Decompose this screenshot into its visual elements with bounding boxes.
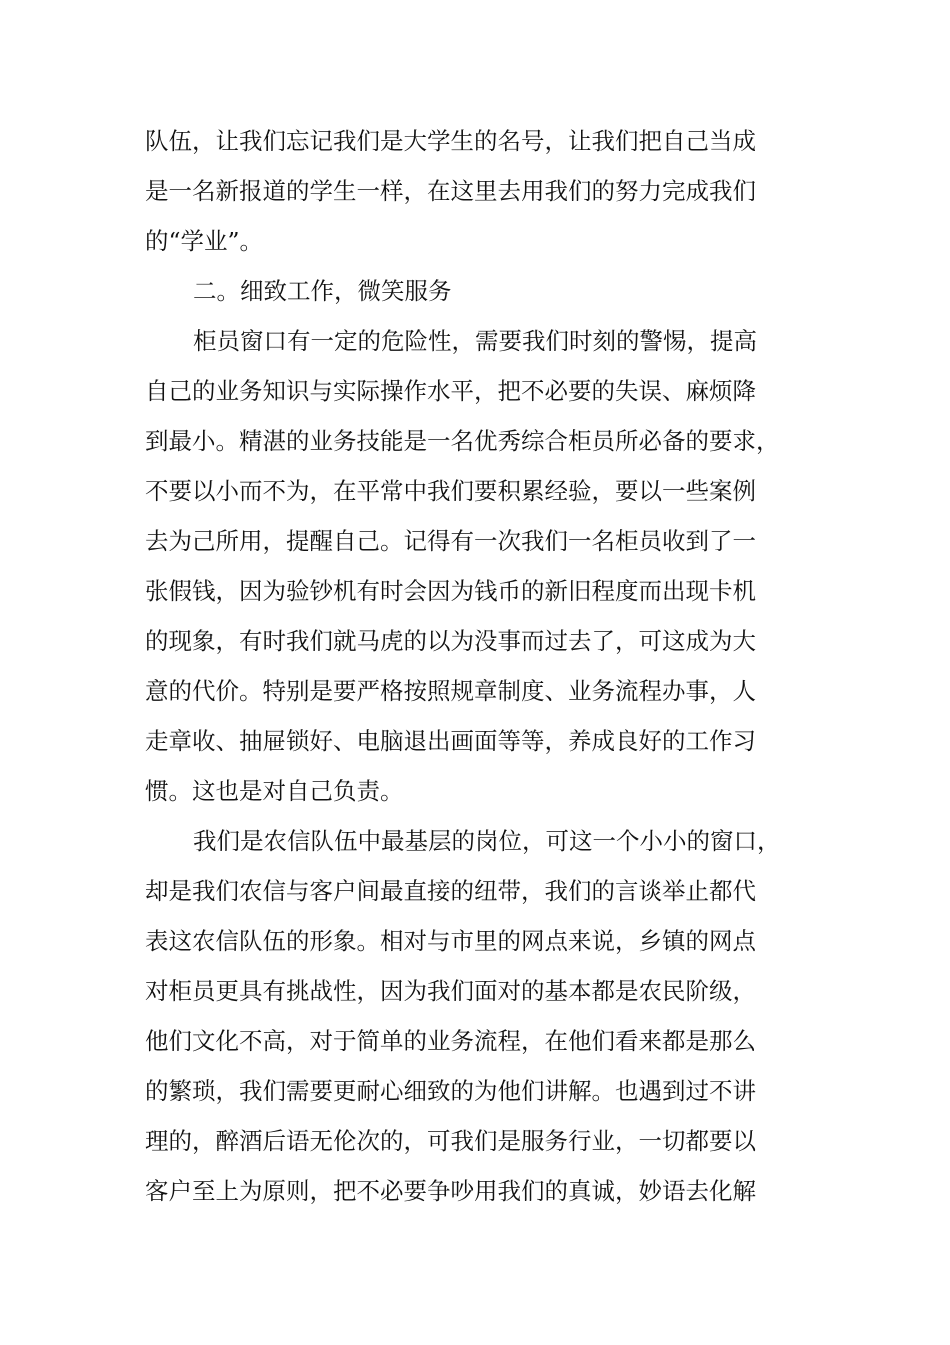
text-line: 的“学业”。	[145, 227, 264, 255]
text-line: 柜员窗口有一定的危险性，需要我们时刻的警惕，提高	[193, 327, 757, 355]
text-line: 张假钱，因为验钞机有时会因为钱币的新旧程度而出现卡机	[145, 577, 756, 605]
text-line: 意的代价。特别是要严格按照规章制度、业务流程办事，人	[145, 677, 756, 705]
text-line: 他们文化不高，对于简单的业务流程，在他们看来都是那么	[145, 1027, 756, 1055]
text-line: 的繁琐，我们需要更耐心细致的为他们讲解。也遇到过不讲	[145, 1077, 756, 1105]
text-line: 惯。这也是对自己负责。	[145, 777, 404, 805]
text-line: 去为己所用，提醒自己。记得有一次我们一名柜员收到了一	[145, 527, 756, 555]
text-line: 对柜员更具有挑战性，因为我们面对的基本都是农民阶级，	[145, 977, 756, 1005]
text-line: 是一名新报道的学生一样，在这里去用我们的努力完成我们	[145, 177, 756, 205]
text-line: 不要以小而不为，在平常中我们要积累经验，要以一些案例	[145, 477, 756, 505]
text-line: 却是我们农信与客户间最直接的纽带，我们的言谈举止都代	[145, 877, 756, 905]
section-heading: 二。细致工作，微笑服务	[193, 277, 452, 305]
body-text	[145, 116, 785, 1216]
text-line: 客户至上为原则，把不必要争吵用我们的真诚，妙语去化解	[145, 1177, 756, 1205]
text-line: 走章收、抽屉锁好、电脑退出画面等等，养成良好的工作习	[145, 727, 756, 755]
text-line: 到最小。精湛的业务技能是一名优秀综合柜员所必备的要求，	[145, 427, 780, 455]
text-line: 理的，醉酒后语无伦次的，可我们是服务行业，一切都要以	[145, 1127, 756, 1155]
text-line: 表这农信队伍的形象。相对与市里的网点来说，乡镇的网点	[145, 927, 756, 955]
text-line: 自己的业务知识与实际操作水平，把不必要的失误、麻烦降	[145, 377, 756, 405]
text-line: 我们是农信队伍中最基层的岗位，可这一个小小的窗口，	[193, 827, 781, 855]
text-line: 队伍，让我们忘记我们是大学生的名号，让我们把自己当成	[145, 127, 756, 155]
text-line: 的现象，有时我们就马虎的以为没事而过去了，可这成为大	[145, 627, 756, 655]
